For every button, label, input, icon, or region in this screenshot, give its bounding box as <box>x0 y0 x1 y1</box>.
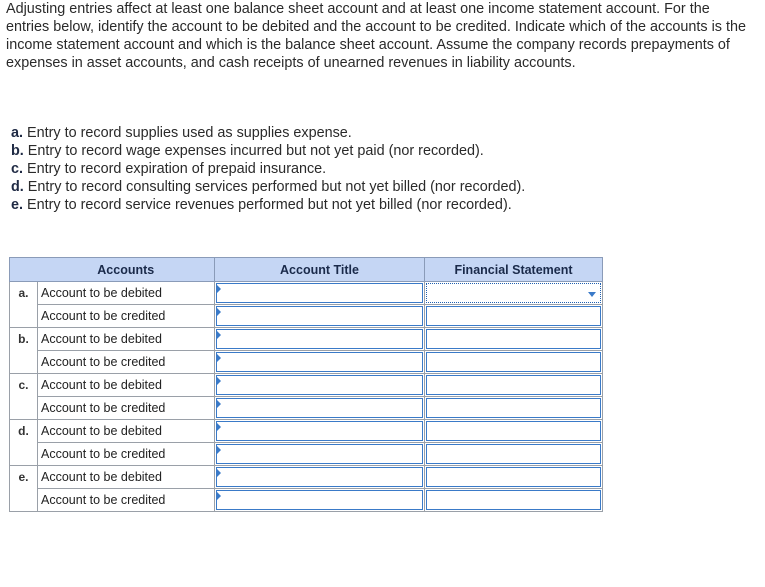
financial-statement-select[interactable] <box>426 444 601 464</box>
table-row <box>10 328 603 351</box>
row-label: Account to be credited <box>38 397 215 420</box>
account-title-cell <box>215 489 425 512</box>
list-item <box>11 160 525 178</box>
accounts-table <box>9 257 603 512</box>
account-title-cell <box>215 374 425 397</box>
row-label: Account to be debited <box>38 466 215 489</box>
financial-statement-select[interactable] <box>426 283 601 303</box>
entry-letter: c. <box>11 161 24 177</box>
financial-statement-select[interactable] <box>426 375 601 395</box>
financial-statement-select[interactable] <box>426 306 601 326</box>
row-letter: b. <box>10 328 38 351</box>
statement-cell <box>425 305 603 328</box>
row-letter-blank <box>10 443 38 466</box>
header-financial-statement: Financial Statement <box>425 258 603 282</box>
table-row <box>10 397 603 420</box>
financial-statement-select[interactable] <box>426 398 601 418</box>
row-letter: a. <box>10 282 38 305</box>
statement-cell <box>425 397 603 420</box>
row-letter-blank <box>10 351 38 374</box>
entry-letter: d. <box>11 179 24 195</box>
account-title-cell <box>215 443 425 466</box>
account-title-input[interactable] <box>216 352 423 372</box>
statement-cell <box>425 282 603 305</box>
row-label: Account to be credited <box>38 305 215 328</box>
account-title-input[interactable] <box>216 398 423 418</box>
row-label: Account to be debited <box>38 282 215 305</box>
statement-cell <box>425 374 603 397</box>
account-title-cell <box>215 305 425 328</box>
table-row <box>10 351 603 374</box>
input-marker-icon <box>217 492 221 500</box>
financial-statement-select[interactable] <box>426 421 601 441</box>
statement-cell <box>425 351 603 374</box>
financial-statement-select[interactable] <box>426 352 601 372</box>
row-label: Account to be debited <box>38 374 215 397</box>
row-label: Account to be debited <box>38 420 215 443</box>
row-letter-blank <box>10 305 38 328</box>
list-item <box>11 178 525 196</box>
account-title-input[interactable] <box>216 306 423 326</box>
account-title-input[interactable] <box>216 375 423 395</box>
header-accounts: Accounts <box>38 258 215 282</box>
table-row <box>10 466 603 489</box>
financial-statement-select[interactable] <box>426 490 601 510</box>
input-marker-icon <box>217 308 221 316</box>
input-marker-icon <box>217 377 221 385</box>
row-letter-blank <box>10 397 38 420</box>
account-title-cell <box>215 351 425 374</box>
statement-cell <box>425 443 603 466</box>
entries-list <box>11 124 525 214</box>
account-title-cell <box>215 328 425 351</box>
account-title-cell <box>215 397 425 420</box>
entry-text: Entry to record supplies used as supplies expense. <box>27 125 352 141</box>
row-letter: c. <box>10 374 38 397</box>
entry-text: Entry to record consulting services performed but not yet billed (nor recorded). <box>27 179 526 195</box>
entry-text: Entry to record expiration of prepaid insurance. <box>27 161 327 177</box>
input-marker-icon <box>217 400 221 408</box>
account-title-input[interactable] <box>216 444 423 464</box>
account-title-input[interactable] <box>216 329 423 349</box>
row-label: Account to be credited <box>38 443 215 466</box>
list-item <box>11 196 525 214</box>
row-label: Account to be credited <box>38 351 215 374</box>
statement-cell <box>425 328 603 351</box>
list-item <box>11 142 525 160</box>
account-title-input[interactable] <box>216 283 423 303</box>
table-row <box>10 420 603 443</box>
header-account-title: Account Title <box>215 258 425 282</box>
entry-text: Entry to record service revenues performed but not yet billed (nor recorded). <box>27 197 512 213</box>
table-header-row <box>10 258 603 282</box>
input-marker-icon <box>217 331 221 339</box>
statement-cell <box>425 420 603 443</box>
input-marker-icon <box>217 446 221 454</box>
entry-letter: e. <box>11 197 24 213</box>
row-letter: e. <box>10 466 38 489</box>
table-row <box>10 443 603 466</box>
statement-cell <box>425 489 603 512</box>
entry-text: Entry to record wage expenses incurred but not yet paid (nor recorded). <box>27 143 484 159</box>
row-letter: d. <box>10 420 38 443</box>
account-title-input[interactable] <box>216 490 423 510</box>
account-title-input[interactable] <box>216 467 423 487</box>
input-marker-icon <box>217 469 221 477</box>
entry-letter: a. <box>11 125 24 141</box>
table-row <box>10 305 603 328</box>
account-title-cell <box>215 466 425 489</box>
input-marker-icon <box>217 423 221 431</box>
table-row <box>10 489 603 512</box>
financial-statement-select[interactable] <box>426 329 601 349</box>
account-title-cell <box>215 282 425 305</box>
input-marker-icon <box>217 285 221 293</box>
account-title-input[interactable] <box>216 421 423 441</box>
chevron-down-icon[interactable] <box>588 292 596 297</box>
financial-statement-select[interactable] <box>426 467 601 487</box>
row-label: Account to be debited <box>38 328 215 351</box>
table-row <box>10 282 603 305</box>
table-row <box>10 374 603 397</box>
list-item <box>11 124 525 142</box>
statement-cell <box>425 466 603 489</box>
instructions-text: Adjusting entries affect at least one balance sheet account and at least one income statement account. For the entries below, identify the account to be debited and the account to be credited. Indicate which of the accounts is the income statement account and which is the balance sheet account. Assume the company records prepayments of expenses in asset accounts, and cash receipts of unearned revenues in liability accounts. <box>6 1 747 71</box>
entry-letter: b. <box>11 143 24 159</box>
header-corner <box>10 258 38 282</box>
row-label: Account to be credited <box>38 489 215 512</box>
account-title-cell <box>215 420 425 443</box>
input-marker-icon <box>217 354 221 362</box>
row-letter-blank <box>10 489 38 512</box>
